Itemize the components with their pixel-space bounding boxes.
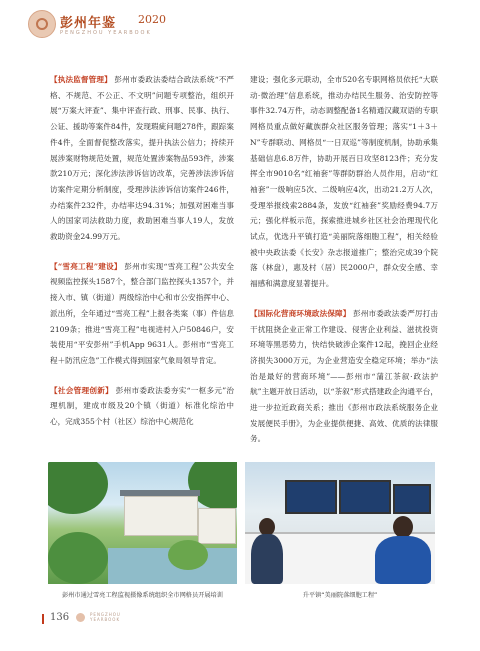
- building-shape: [198, 508, 236, 544]
- monitor-shape: [339, 480, 391, 514]
- photo-training-room: [245, 462, 435, 584]
- footer-logo-icon: [76, 613, 85, 622]
- section-tag: 【 社会管理创新 】: [50, 386, 113, 395]
- paragraph-continued: [250, 72, 438, 292]
- monitor-shape: [285, 480, 337, 514]
- section-tag: 【 “雪亮工程”建设 】: [50, 262, 122, 271]
- photo-caption-right: 升平镇“美丽院落细胞工程”: [302, 592, 378, 599]
- paragraph-text: 彭州市实现“雪亮工程”公共安全视频监控探头1587个，整合部门监控探头1357个，并接入市、镇（街道）两级综治中心和市公安指挥中心、派出所，全年通过“雪亮工程”上报各类案（事）件信息2109条；推进“雪亮工程”电视进村入户50846户，安装使用“平安彭州”手机App 9631人。彭州市“雪亮工程＋防汛应急”工作模式得到国家气象局领导肯定。: [50, 261, 235, 365]
- page-header: [24, 8, 464, 42]
- paragraph-social-innovation: [50, 383, 234, 430]
- tree-shape: [168, 540, 208, 570]
- yearbook-title: 彭州年鉴: [60, 16, 117, 31]
- footer-subtitle-line1: PENGZHOU: [90, 612, 121, 617]
- yearbook-logo-icon: [28, 10, 56, 38]
- photo-courtyard: [48, 462, 237, 584]
- section-tag: 【 国际化营商环境政法保障 】: [250, 309, 351, 318]
- paragraph-text: 彭州市委政法委结合政法系统“不严格、不规范、不公正、不文明”问题专项整治，组织开展“万案大评查”、集中评查行政、刑事、民事、执行、公证、援助等案件84件，发现瑕疵问题278件，跟踪案件4件，全面督促整改落实，提升执法公信力；持续开展涉案财物规范处置，规范处置涉案物品593件，涉案款210万元；深化涉法涉诉信访改革，完善涉法涉诉信访案件定期分析制度，受理涉法涉诉信访案件246件，办结案件232件，办结率达94.31%；加强对困难当事人的国家司法救助力度，救助困难当事人19人，发放救助资金24.99万元。: [50, 75, 235, 242]
- paragraph-business-environment: [250, 306, 438, 447]
- person-head: [393, 516, 413, 538]
- monitor-shape: [393, 484, 431, 514]
- yearbook-year: 2020: [138, 13, 166, 26]
- section-tag: 【 执法监督管理 】: [50, 75, 112, 84]
- photo-caption-left: 彭州市通过雪亮工程监视摄像系统组织全市网格员开展培训: [62, 592, 223, 599]
- page-number: 136: [50, 612, 70, 623]
- left-column: [50, 72, 234, 444]
- paragraph-law-enforcement: [50, 72, 234, 245]
- paragraph-xueliang-project: [50, 259, 234, 369]
- person-shape: [375, 536, 431, 584]
- paragraph-text: 彭州市委政法委夯实“一枢多元”治理机制，建成市级及20个镇（街道）标准化综治中心，完成355个村（社区）综治中心规范化: [50, 385, 234, 427]
- footer-subtitle: [90, 612, 121, 622]
- paragraph-text: 建设；强化多元联动，全市520名专职网格员依托“大联动·微治理”信息系统，推动办结民生服务、治安防控等事件32.74万件，动态调整配备1名精通汉藏双语的专职网格员重点做好藏族群众社区服务管理；落实“1＋3＋N”专群联动、网格员“一日双巡”等制度机制，协助承集基础信息6.8万件，协助开展百日攻坚8123件；充分发挥全市9010名“红袖套”等群防群治人员作用，启动“红袖套”一级响应5次、二级响应4次，出动21.2万人次，受理举报线索2884条，发放“红袖套”奖励经费94.7万元；强化样板示范，探索推进城乡社区社会治理现代化试点，优选升平镇打造“美丽院落细胞工程”，相关经验被中央政法委《长安》杂志报道推广；整治完成39个院落（林盘），惠及村（居）民2000户，群众安全感、幸福感和满意度显著提升。: [250, 75, 438, 289]
- right-column: [250, 72, 438, 461]
- yearbook-subtitle: PENGZHOU YEARBOOK: [60, 30, 152, 36]
- building-shape: [124, 496, 198, 536]
- tree-shape: [48, 462, 108, 514]
- person-shape: [251, 534, 283, 584]
- page-footer: [50, 609, 250, 627]
- footer-subtitle-line2: YEARBOOK: [90, 617, 121, 622]
- tree-shape: [48, 532, 108, 584]
- paragraph-text: 彭州市委政法委严厉打击干扰阻挠企业正常工作建设、侵害企业利益、滋扰投资环境等黑恶势力，快结快破涉企案件12起，挽回企业经济损失3000万元，为企业营造安全稳定环境；举办“法治是最好的营商环境”——彭州市“蒲江茶叙·政法护航”主题开放日活动，以“茶叙”形式搭建政企沟通平台，进一步拉近政商关系；推出《彭州市政法系统服务企业发展便民手册》，为企业提供便捷、高效、优质的法律服务。: [250, 308, 439, 444]
